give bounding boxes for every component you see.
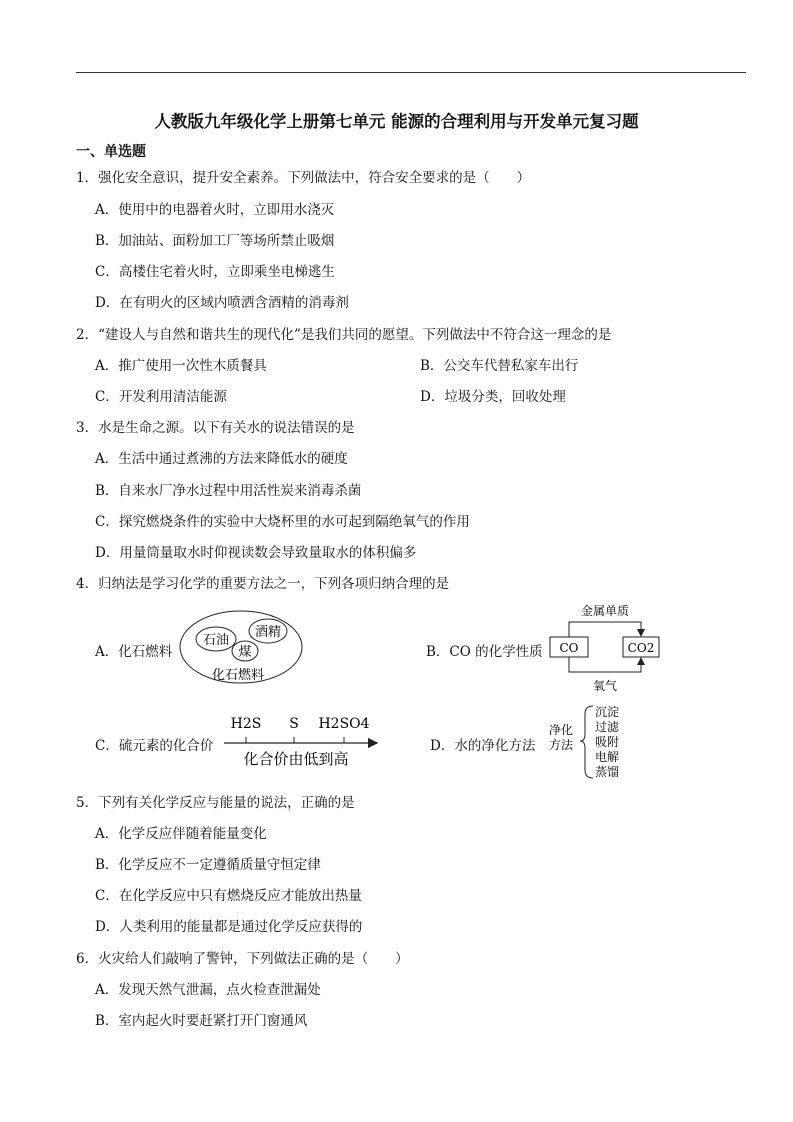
question-6-option-b[interactable]: B．室内起火时要赶紧打开门窗通风 [95, 1013, 308, 1029]
question-3-option-c[interactable]: C．探究燃烧条件的实验中大烧杯里的水可起到隔绝氧气的作用 [95, 514, 470, 530]
diagram-b-co2-box: CO2 [627, 641, 655, 655]
purification-item-1: 沉淀 [594, 705, 620, 719]
venn-label-coal: 煤 [238, 645, 252, 660]
species-s: S [289, 716, 299, 732]
question-4-option-d[interactable]: D．水的净化方法 [430, 738, 536, 754]
diagram-b-top-label: 金属单质 [580, 604, 630, 618]
water-purification-diagram [543, 704, 633, 780]
species-h2s: H2S [230, 716, 262, 732]
fossil-fuel-venn-diagram [178, 609, 308, 687]
question-2-option-b[interactable]: B．公交车代替私家车出行 [420, 358, 579, 374]
question-1-option-a[interactable]: A．使用中的电器着火时，立即用水浇灭 [95, 202, 335, 218]
question-3-stem: 3．水是生命之源。以下有关水的说法错误的是 [76, 420, 355, 436]
sulfur-valence-diagram [222, 712, 382, 768]
question-4-stem: 4．归纳法是学习化学的重要方法之一，下列各项归纳合理的是 [76, 576, 450, 592]
question-3-option-a[interactable]: A．生活中通过煮沸的方法来降低水的硬度 [95, 451, 348, 467]
question-6-option-a[interactable]: A．发现天然气泄漏，点火检查泄漏处 [95, 982, 321, 998]
venn-label-fossil-fuel: 化石燃料 [211, 668, 265, 683]
diagram-b-co-box: CO [559, 641, 579, 655]
purification-item-3: 吸附 [594, 735, 620, 749]
question-1-stem: 1．强化安全意识，提升安全素养。下列做法中，符合安全要求的是（ ） [76, 170, 531, 186]
section-heading: 一、单选题 [76, 144, 146, 160]
question-3-option-b[interactable]: B．自来水厂净水过程中用活性炭来消毒杀菌 [95, 483, 362, 499]
co-property-diagram [550, 602, 660, 692]
question-1-option-b[interactable]: B．加油站、面粉加工厂等场所禁止吸烟 [95, 233, 335, 249]
valence-arrow-label: 化合价由低到高 [243, 750, 349, 768]
question-2-option-d[interactable]: D．垃圾分类，回收处理 [420, 389, 566, 405]
question-1-option-c[interactable]: C．高楼住宅着火时，立即乘坐电梯逃生 [95, 264, 335, 280]
diagram-d-left-line2: 方法 [548, 738, 574, 752]
question-4-option-b[interactable]: B．CO 的化学性质 [426, 644, 543, 660]
page-title: 人教版九年级化学上册第七单元 能源的合理利用与开发单元复习题 [154, 112, 639, 131]
species-h2so4: H2SO4 [318, 716, 370, 732]
question-5-stem: 5．下列有关化学反应与能量的说法，正确的是 [76, 795, 355, 811]
question-4-option-a[interactable]: A．化石燃料 [95, 644, 173, 660]
question-3-option-d[interactable]: D．用量筒量取水时仰视读数会导致量取水的体积偏多 [95, 545, 417, 561]
question-5-option-b[interactable]: B．化学反应不一定遵循质量守恒定律 [95, 857, 321, 873]
header-rule [76, 72, 746, 73]
question-2-stem: 2．“建设人与自然和谐共生的现代化”是我们共同的愿望。下列做法中不符合这一理念的是 [76, 327, 612, 343]
venn-label-petroleum: 石油 [202, 633, 230, 648]
question-5-option-d[interactable]: D．人类利用的能量都是通过化学反应获得的 [95, 919, 363, 935]
question-5-option-c[interactable]: C．在化学反应中只有燃烧反应才能放出热量 [95, 888, 362, 904]
purification-item-2: 过滤 [594, 720, 620, 734]
question-2-option-a[interactable]: A．推广使用一次性木质餐具 [95, 358, 267, 374]
question-5-option-a[interactable]: A．化学反应伴随着能量变化 [95, 826, 267, 842]
diagram-b-bottom-label: 氧气 [592, 679, 618, 693]
purification-item-5: 蒸馏 [594, 765, 620, 779]
question-4-option-c[interactable]: C．硫元素的化合价 [95, 738, 214, 754]
diagram-d-left-line1: 净化 [548, 723, 574, 737]
venn-label-alcohol: 酒精 [254, 625, 282, 640]
question-1-option-d[interactable]: D．在有明火的区域内喷洒含酒精的消毒剂 [95, 295, 349, 311]
question-6-stem: 6．火灾给人们敲响了警钟，下列做法正确的是（ ） [76, 951, 409, 967]
purification-item-4: 电解 [594, 750, 620, 764]
question-2-option-c[interactable]: C．开发利用清洁能源 [95, 389, 227, 405]
